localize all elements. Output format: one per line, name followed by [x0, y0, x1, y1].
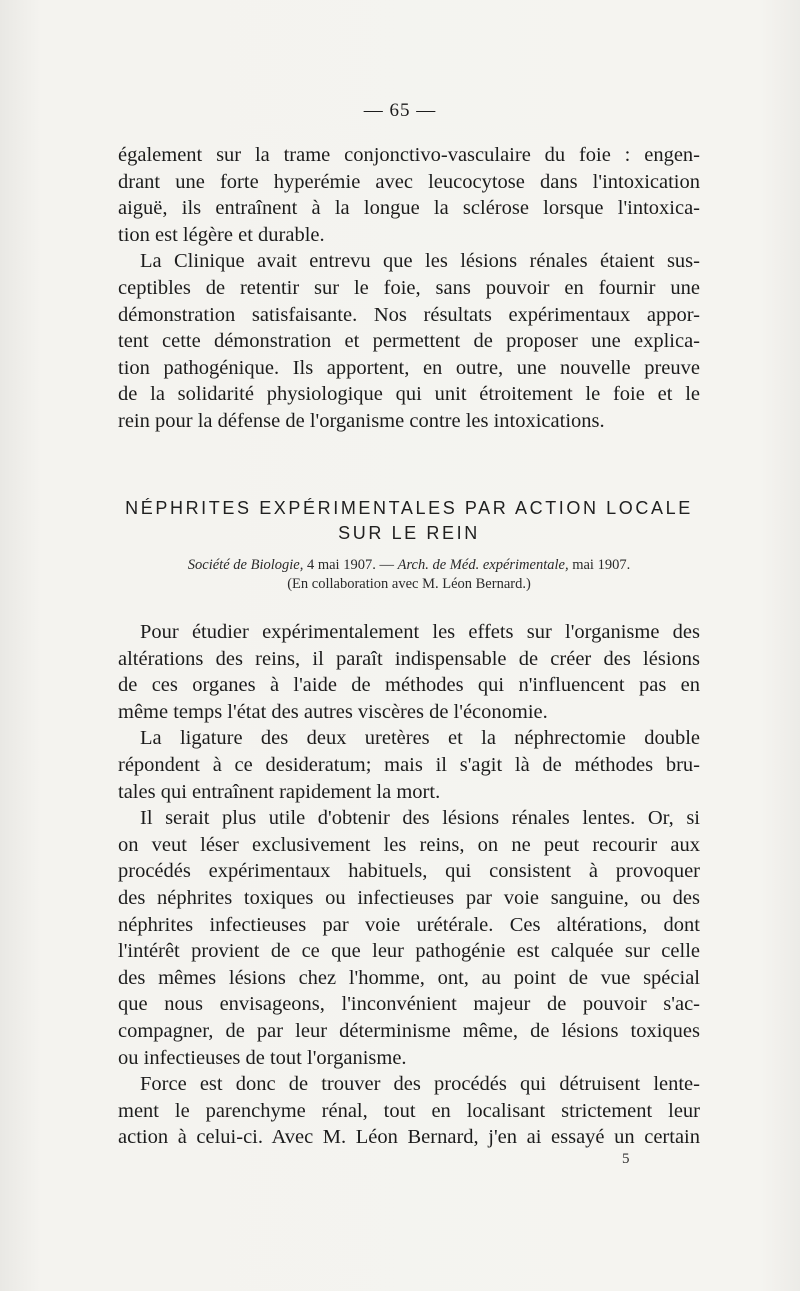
text-line: ou infectieuses de tout l'organisme.	[118, 1046, 407, 1069]
paragraph	[118, 725, 700, 805]
text-line: même temps l'état des autres viscères de l'économie.	[118, 700, 548, 723]
citation-date-1: 4 mai 1907. —	[303, 557, 398, 573]
paragraph	[118, 248, 700, 434]
page-number: — 65 —	[363, 100, 437, 121]
text-line: ment le parenchyme rénal, tout en localisant strictement leur	[118, 1099, 700, 1122]
text-line: néphrites infectieuses par voie urétérale. Ces altérations, dont	[118, 913, 700, 936]
text-line: drant une forte hyperémie avec leucocytose dans l'intoxication	[118, 170, 700, 193]
text-block-bottom	[118, 619, 700, 1151]
text-line: des néphrites toxiques ou infectieuses par voie sanguine, ou des	[118, 886, 700, 909]
citation-journal-2: Arch. de Méd. expérimentale,	[397, 557, 569, 573]
text-line: rein pour la défense de l'organisme contre les intoxications.	[118, 409, 605, 432]
text-line: Force est donc de trouver des procédés qui détruisent lente-	[140, 1073, 700, 1096]
text-line: ceptibles de retentir sur le foie, sans pouvoir en fournir une	[118, 276, 700, 299]
paragraph	[118, 142, 700, 248]
text-line: La Clinique avait entrevu que les lésions rénales étaient sus-	[140, 250, 700, 273]
text-line: tion est légère et durable.	[118, 223, 325, 246]
section-heading-line-2: SUR LE REIN	[338, 523, 480, 543]
text-line: de ces organes à l'aide de méthodes qui n'influencent pas en	[118, 674, 700, 697]
text-line: tent cette démonstration et permettent de proposer une explica-	[118, 330, 700, 353]
citation-journal-1: Société de Biologie,	[187, 557, 304, 573]
text-line: compagner, de par leur déterminisme même, de lésions toxiques	[118, 1019, 700, 1042]
text-line: de la solidarité physiologique qui unit étroitement le foie et le	[118, 383, 700, 406]
paragraph	[118, 1071, 700, 1151]
text-line: l'intérêt provient de ce que leur pathogénie est calquée sur celle	[118, 940, 700, 963]
paragraph	[118, 619, 700, 725]
text-line: action à celui-ci. Avec M. Léon Bernard, j'en ai essayé un certain	[118, 1126, 700, 1149]
text-block-top	[118, 142, 700, 435]
text-line: tion pathogénique. Ils apportent, en outre, une nouvelle preuve	[118, 356, 700, 379]
text-line: Pour étudier expérimentalement les effets sur l'organisme des	[140, 621, 700, 643]
text-line: tales qui entraînent rapidement la mort.	[118, 780, 441, 803]
text-line: procédés expérimentaux habituels, qui consistent à provoquer	[118, 860, 700, 883]
citation-date-2: mai 1907.	[568, 557, 631, 573]
source-citation	[118, 556, 700, 575]
collaboration-note: (En collaboration avec M. Léon Bernard.)	[287, 576, 531, 592]
section-heading-line-1: NÉPHRITES EXPÉRIMENTALES PAR ACTION LOCALE	[125, 498, 693, 518]
text-line: altérations des reins, il paraît indispensable de créer des lésions	[118, 647, 700, 670]
signature-mark: 5	[622, 1151, 630, 1167]
paragraph	[118, 805, 700, 1071]
text-line: on veut léser exclusivement les reins, on ne peut recourir aux	[118, 833, 700, 856]
text-line: Il serait plus utile d'obtenir des lésions rénales lentes. Or, si	[140, 807, 700, 830]
text-line: répondent à ce desideratum; mais il s'agit là de méthodes bru-	[118, 753, 700, 776]
text-line: aiguë, ils entraînent à la longue la sclérose lorsque l'intoxica-	[118, 197, 700, 220]
text-line: que nous envisageons, l'inconvénient majeur de pouvoir s'ac-	[118, 993, 700, 1016]
text-line: démonstration satisfaisante. Nos résultats expérimentaux appor-	[118, 303, 700, 326]
text-line: La ligature des deux uretères et la néphrectomie double	[140, 727, 700, 750]
text-line: également sur la trame conjonctivo-vasculaire du foie : engen-	[118, 144, 700, 166]
text-line: des mêmes lésions chez l'homme, ont, au point de vue spécial	[118, 966, 700, 989]
